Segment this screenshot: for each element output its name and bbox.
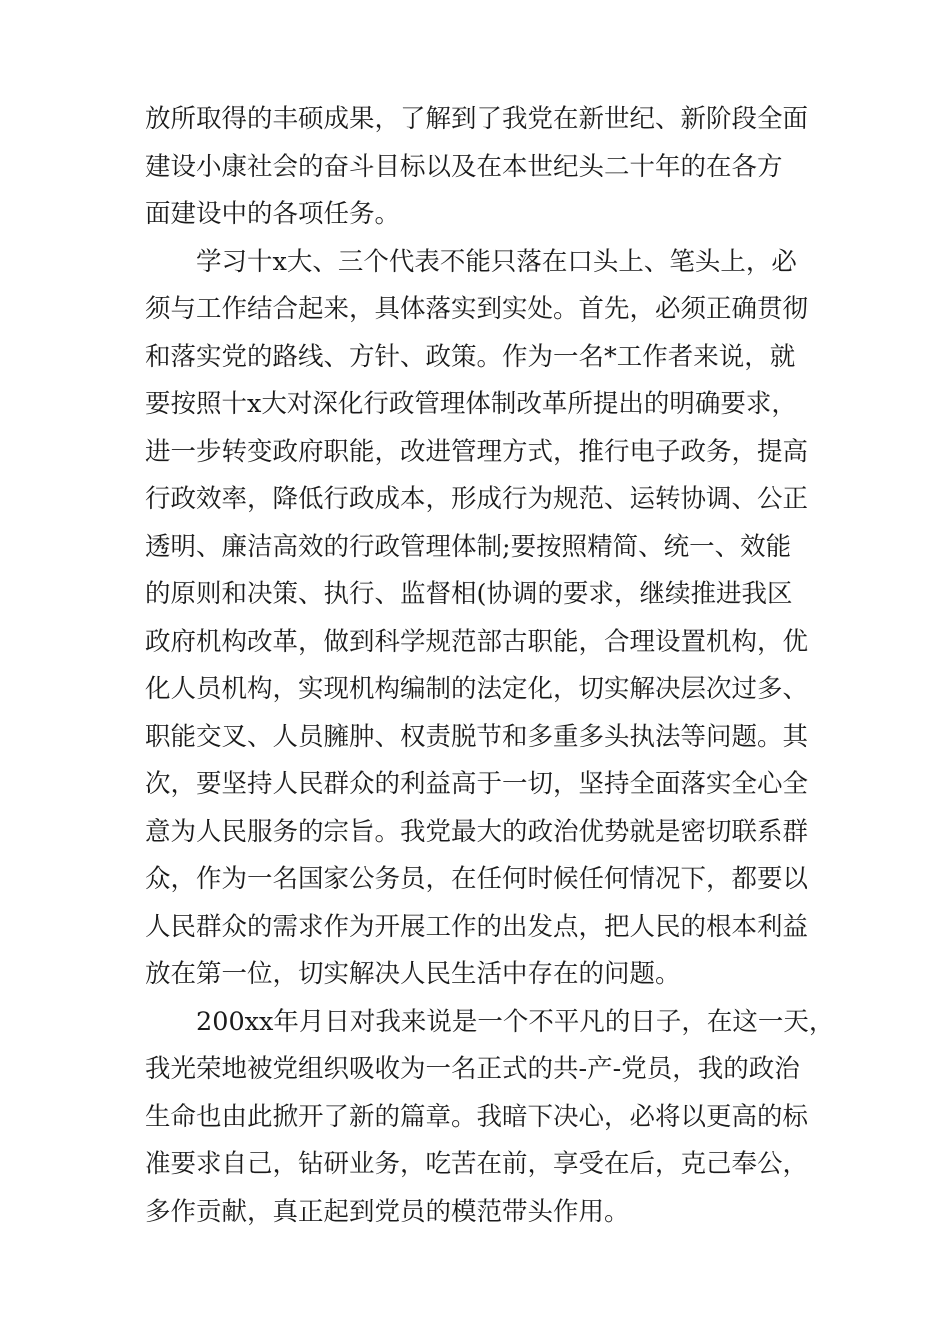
text-line: 放在第一位，切实解决人民生活中存在的问题。 [145, 959, 681, 989]
text-line: 的原则和决策、执行、监督相(协调的要求，继续推进我区 [145, 579, 793, 609]
paragraph-2 [145, 239, 815, 999]
text-line: 和落实党的路线、方针、政策。作为一名*工作者来说，就 [145, 341, 796, 372]
text-line: 政府机构改革，做到科学规范部古职能，合理设置机构，优 [145, 626, 809, 657]
document-body [145, 96, 835, 1236]
text-line: 200xx年月日对我来说是一个不平凡的日子，在这一天， [196, 1006, 835, 1037]
text-line: 众，作为一名国家公务员，在任何时候任何情况下，都要以 [145, 864, 809, 894]
text-line: 要按照十x大对深化行政管理体制改革所提出的明确要求， [145, 389, 797, 419]
paragraph-1 [145, 96, 815, 239]
text-line: 我光荣地被党组织吸收为一名正式的共-产-党员，我的政治 [145, 1054, 800, 1084]
text-line: 化人员机构，实现机构编制的法定化，切实解决层次过多、 [145, 674, 809, 704]
text-line: 准要求自己，钻研业务，吃苦在前，享受在后，克己奉公， [145, 1149, 809, 1179]
text-line: 面建设中的各项任务。 [145, 199, 401, 229]
text-line: 人民群众的需求作为开展工作的出发点，把人民的根本利益 [145, 911, 809, 942]
text-line: 放所取得的丰硕成果，了解到了我党在新世纪、新阶段全面 [145, 104, 809, 134]
text-line: 行政效率，降低行政成本，形成行为规范、运转协调、公正 [145, 484, 809, 514]
paragraph-3 [145, 999, 835, 1237]
text-line: 学习十x大、三个代表不能只落在口头上、笔头上，必 [196, 246, 797, 277]
text-line: 建设小康社会的奋斗目标以及在本世纪头二十年的在各方 [145, 151, 783, 182]
text-line: 透明、廉洁高效的行政管理体制;要按照精简、统一、效能 [145, 531, 792, 562]
text-line: 意为人民服务的宗旨。我党最大的政治优势就是密切联系群 [145, 816, 809, 847]
text-line: 次，要坚持人民群众的利益高于一切，坚持全面落实全心全 [145, 769, 809, 799]
text-line: 职能交叉、人员臃肿、权责脱节和多重多头执法等问题。其 [145, 721, 809, 752]
text-line: 进一步转变政府职能，改进管理方式，推行电子政务，提高 [145, 436, 809, 467]
text-line: 生命也由此掀开了新的篇章。我暗下决心，必将以更高的标 [145, 1101, 809, 1132]
text-line: 须与工作结合起来，具体落实到实处。首先，必须正确贯彻 [145, 294, 809, 324]
text-line: 多作贡献，真正起到党员的模范带头作用。 [145, 1196, 630, 1227]
